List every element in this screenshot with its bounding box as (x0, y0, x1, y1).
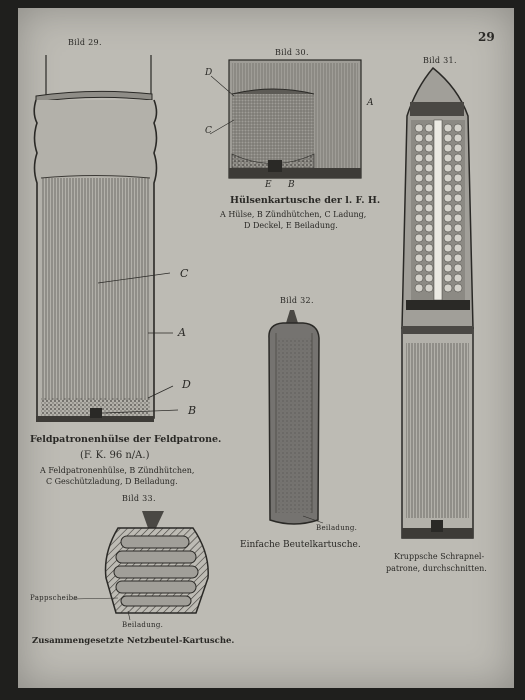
fig29-title: Bild 29. (68, 38, 102, 47)
page-number: 29 (478, 30, 495, 44)
fig29-caption-model: (F. K. 96 n/A.) (80, 450, 150, 461)
fig31-caption-1: Kruppsche Schrapnel- (394, 552, 485, 561)
fig33-label-bottom: Beiladung. (122, 621, 164, 629)
fig29-caption: Feldpatronenhülse der Feldpatrone. (30, 434, 222, 445)
illustrations (18, 8, 514, 688)
fig29-label-a: A (178, 326, 186, 339)
fig30-label-e: E (265, 180, 272, 190)
fig30-label-d: D (205, 68, 213, 78)
fig29-drawing (34, 55, 178, 422)
fig32-drawing (269, 310, 323, 524)
fig31-drawing (402, 68, 473, 538)
fig33-drawing (73, 511, 208, 620)
fig29-label-b: B (188, 404, 197, 417)
fig32-title: Bild 32. (280, 296, 314, 305)
fig29-label-d: D (182, 378, 191, 391)
fig30-caption: Hülsenkartusche der l. F. H. (230, 195, 381, 206)
fig30-label-c: C (205, 126, 212, 136)
fig33-caption: Zusammengesetzte Netzbeutel-Kartusche. (32, 636, 235, 646)
fig29-label-c: C (180, 267, 189, 280)
fig32-label: Beiladung. (316, 524, 358, 532)
book-page (18, 8, 514, 688)
fig31-title: Bild 31. (423, 56, 457, 65)
fig31-caption-2: patrone, durchschnitten. (386, 564, 487, 573)
fig30-legend-1: A Hülse, B Zündhütchen, C Ladung, (220, 210, 367, 219)
fig29-legend-1: A Feldpatronenhülse, B Zündhütchen, (40, 466, 195, 475)
fig30-drawing (210, 60, 361, 178)
fig30-legend-2: D Deckel, E Beiladung. (244, 221, 338, 230)
fig33-label-left: Pappscheibe (30, 594, 78, 602)
fig29-legend-2: C Geschützladung, D Beiladung. (46, 477, 178, 486)
fig30-title: Bild 30. (275, 48, 309, 57)
fig30-label-b: B (288, 180, 295, 190)
fig32-caption: Einfache Beutelkartusche. (240, 540, 361, 550)
fig30-label-a: A (367, 98, 374, 108)
fig33-title: Bild 33. (122, 494, 156, 503)
